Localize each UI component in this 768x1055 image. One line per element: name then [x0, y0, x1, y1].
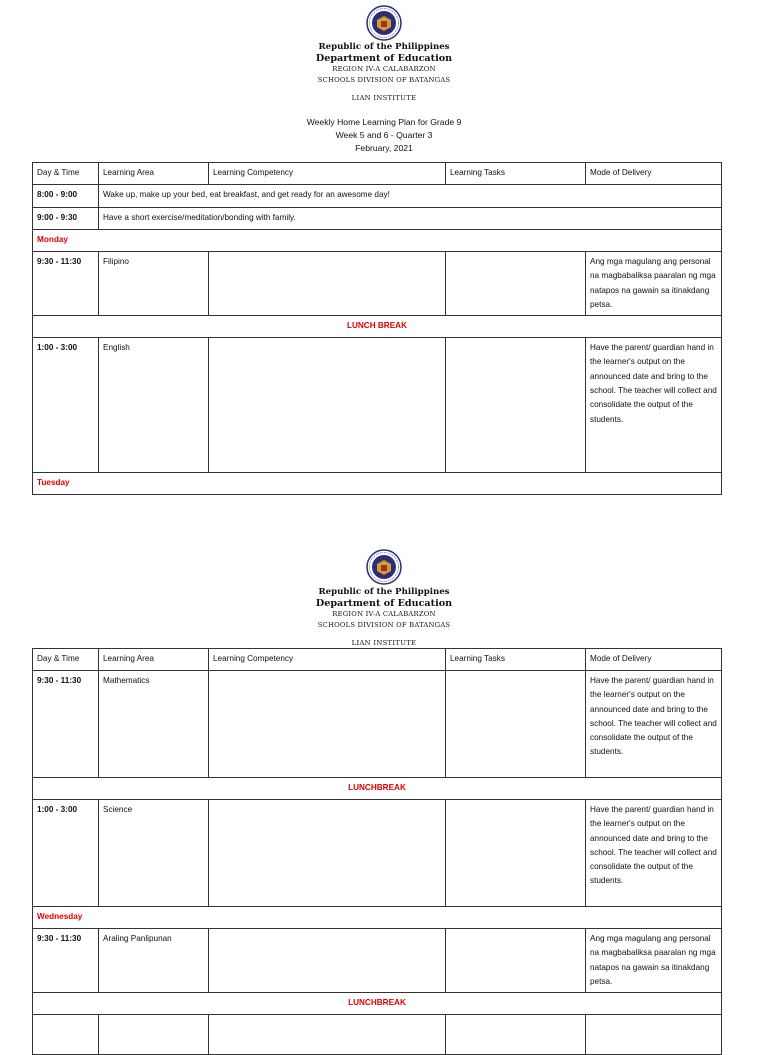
department-label: Department of Education	[315, 598, 453, 609]
col-header-area: Learning Area	[99, 649, 209, 671]
region-label: REGION IV-A CALABARZON	[332, 65, 436, 73]
lunch-row	[33, 993, 722, 1015]
row-mode	[586, 800, 722, 907]
department-label: Department of Education	[315, 53, 453, 64]
row-tasks	[446, 338, 586, 473]
table-row	[33, 671, 722, 778]
col-header-competency: Learning Competency	[209, 163, 446, 185]
col-header-tasks: Learning Tasks	[446, 649, 586, 671]
lunch-label: LUNCHBREAK	[33, 778, 722, 800]
row-tasks	[446, 929, 586, 993]
row-competency	[209, 800, 446, 907]
table-header-row	[33, 163, 722, 185]
col-header-tasks: Learning Tasks	[446, 163, 586, 185]
document-page-1	[0, 0, 768, 512]
letterhead	[0, 42, 768, 102]
row-area: English	[99, 338, 209, 473]
row-tasks	[446, 671, 586, 778]
row-mode	[586, 252, 722, 316]
table-row	[33, 338, 722, 473]
table-row	[33, 208, 722, 230]
lunch-row	[33, 316, 722, 338]
mode-text: Ang mga magulang ang personal na magbabaliksa paaralan ng mga natapos na gawain sa itinakdang petsa.	[590, 934, 716, 986]
learning-plan-table-2	[32, 648, 722, 1055]
lunch-label: LUNCHBREAK	[33, 993, 722, 1015]
row-tasks	[446, 252, 586, 316]
table-row	[33, 252, 722, 316]
col-header-mode: Mode of Delivery	[586, 163, 722, 185]
lunch-label: LUNCH BREAK	[33, 316, 722, 338]
institute-label: LIAN INSTITUTE	[351, 639, 417, 647]
division-label: SCHOOLS DIVISION OF BATANGAS	[317, 76, 451, 84]
day-row-tuesday	[33, 473, 722, 495]
document-page-2	[0, 537, 768, 1024]
row-mode	[586, 929, 722, 993]
row-competency	[209, 252, 446, 316]
row-tasks	[446, 1015, 586, 1055]
institute-label: LIAN INSTITUTE	[351, 94, 417, 102]
day-row-monday	[33, 230, 722, 252]
row-time: 1:00 - 3:00	[33, 338, 99, 473]
letterhead	[0, 587, 768, 647]
row-mode	[586, 671, 722, 778]
row-competency	[209, 338, 446, 473]
row-mode	[586, 338, 722, 473]
republic-label: Republic of the Philippines	[318, 42, 450, 52]
day-label: Tuesday	[33, 473, 722, 495]
day-row-wednesday	[33, 907, 722, 929]
plan-week: Week 5 and 6 - Quarter 3	[335, 130, 433, 140]
lunch-row	[33, 778, 722, 800]
plan-title-block	[0, 116, 768, 155]
row-tasks	[446, 800, 586, 907]
col-header-competency: Learning Competency	[209, 649, 446, 671]
row-competency	[209, 929, 446, 993]
col-header-mode: Mode of Delivery	[586, 649, 722, 671]
row-activity: Wake up, make up your bed, eat breakfast, and get ready for an awesome day!	[99, 185, 722, 208]
republic-label: Republic of the Philippines	[318, 587, 450, 597]
row-mode	[586, 1015, 722, 1055]
plan-date: February, 2021	[355, 143, 413, 153]
row-time: 9:30 - 11:30	[33, 252, 99, 316]
mode-text: Have the parent/ guardian hand in the learner's output on the announced date and bring to the school. The teacher will collect and consolidate the output of the students.	[590, 805, 717, 886]
mode-text: Ang mga magulang ang personal na magbabaliksa paaralan ng mga natapos na gawain sa itinakdang petsa.	[590, 257, 716, 309]
row-area: Araling Panlipunan	[99, 929, 209, 993]
row-time: 8:00 - 9:00	[33, 185, 99, 208]
mode-text: Have the parent/ guardian hand in the learner's output on the announced date and bring to the school. The teacher will collect and consolidate the output of the students.	[590, 676, 717, 757]
division-label: SCHOOLS DIVISION OF BATANGAS	[317, 621, 451, 629]
row-time: 9:30 - 11:30	[33, 929, 99, 993]
row-competency	[209, 1015, 446, 1055]
day-label: Monday	[33, 230, 722, 252]
row-area: Filipino	[99, 252, 209, 316]
row-time: 1:00 - 3:00	[33, 800, 99, 907]
row-area: Science	[99, 800, 209, 907]
table-row	[33, 800, 722, 907]
row-area	[99, 1015, 209, 1055]
mode-text: Have the parent/ guardian hand in the learner's output on the announced date and bring to the school. The teacher will collect and consolidate the output of the students.	[590, 343, 717, 424]
plan-title: Weekly Home Learning Plan for Grade 9	[306, 117, 462, 127]
row-time: 9:30 - 11:30	[33, 671, 99, 778]
table-row	[33, 185, 722, 208]
row-time	[33, 1015, 99, 1055]
row-time: 9:00 - 9:30	[33, 208, 99, 230]
deped-seal-icon	[366, 5, 402, 41]
table-header-row	[33, 649, 722, 671]
table-row	[33, 1015, 722, 1055]
col-header-area: Learning Area	[99, 163, 209, 185]
row-activity: Have a short exercise/meditation/bonding with family.	[99, 208, 722, 230]
deped-seal-icon	[366, 549, 402, 585]
table-row	[33, 929, 722, 993]
row-competency	[209, 671, 446, 778]
col-header-time: Day & Time	[33, 649, 99, 671]
region-label: REGION IV-A CALABARZON	[332, 610, 436, 618]
page-separator	[0, 512, 768, 537]
row-area: Mathematics	[99, 671, 209, 778]
col-header-time: Day & Time	[33, 163, 99, 185]
learning-plan-table-1	[32, 162, 722, 495]
day-label: Wednesday	[33, 907, 722, 929]
